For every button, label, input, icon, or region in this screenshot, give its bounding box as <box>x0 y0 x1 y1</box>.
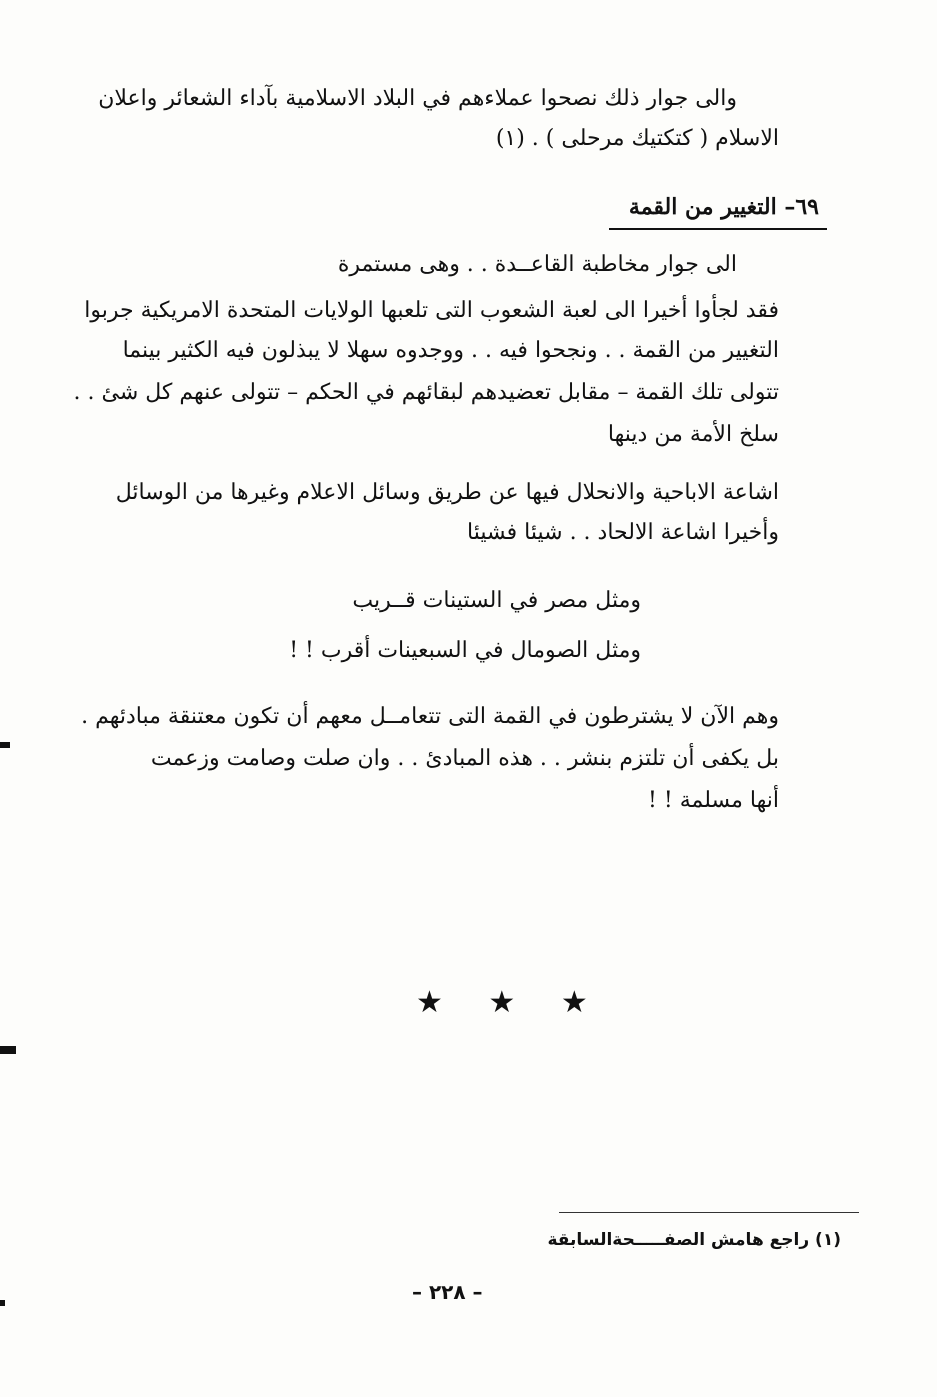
p3-line-2: وأخيرا اشاعة الالحاد . . شيئا فشيئا <box>467 520 779 545</box>
scan-edge-mark <box>0 1300 5 1306</box>
verse-line-1: ومثل مصر في الستينات قــريب <box>352 588 641 613</box>
p2-line-1: الى جوار مخاطبة القاعــدة . . وهى مستمرة <box>337 252 737 277</box>
p2-line-2: فقد لجأوا أخيرا الى لعبة الشعوب التى تلعبها الولايات المتحدة الامريكية جربوا <box>84 298 779 323</box>
p4-line-2: بل يكفى أن تلتزم بنشر . . هذه المبادئ . . وان صلت وصامت وزعمت <box>150 746 779 771</box>
p1-line-2: الاسلام ( كتكتيك مرحلى ) . (١) <box>495 126 779 151</box>
footnote: (١) راجع هامش الصفـــــحةالسابقة <box>547 1230 841 1250</box>
p1-line-1: والى جوار ذلك نصحوا عملاءهم في البلاد الاسلامية بآداء الشعائر واعلان <box>98 86 737 111</box>
section-separator: ★ ★ ★ <box>416 985 606 1020</box>
p3-line-1: اشاعة الاباحية والانحلال فيها عن طريق وسائل الاعلام وغيرها من الوسائل <box>115 480 779 505</box>
p2-line-5: سلخ الأمة من دينها <box>607 422 779 447</box>
p4-line-3: أنها مسلمة ! ! <box>648 788 779 813</box>
scan-edge-mark <box>0 742 10 748</box>
verse-line-2: ومثل الصومال في السبعينات أقرب ! ! <box>289 638 641 663</box>
p4-line-1: وهم الآن لا يشترطون في القمة التى تتعامــل معهم أن تكون معتنقة مبادئهم . <box>81 704 779 729</box>
page-number: – ٢٢٨ – <box>412 1280 483 1304</box>
heading-underline <box>609 228 827 230</box>
p2-line-4: تتولى تلك القمة – مقابل تعضيدهم لبقائهم في الحكم – تتولى عنهم كل شئ . . <box>73 380 779 405</box>
p2-line-3: التغيير من القمة . . ونجحوا فيه . . ووجدوه سهلا لا يبذلون فيه الكثير بينما <box>122 338 779 363</box>
scan-edge-mark <box>0 1046 16 1054</box>
section-heading: ٦٩– التغيير من القمة <box>628 194 819 220</box>
footnote-rule <box>559 1212 859 1213</box>
